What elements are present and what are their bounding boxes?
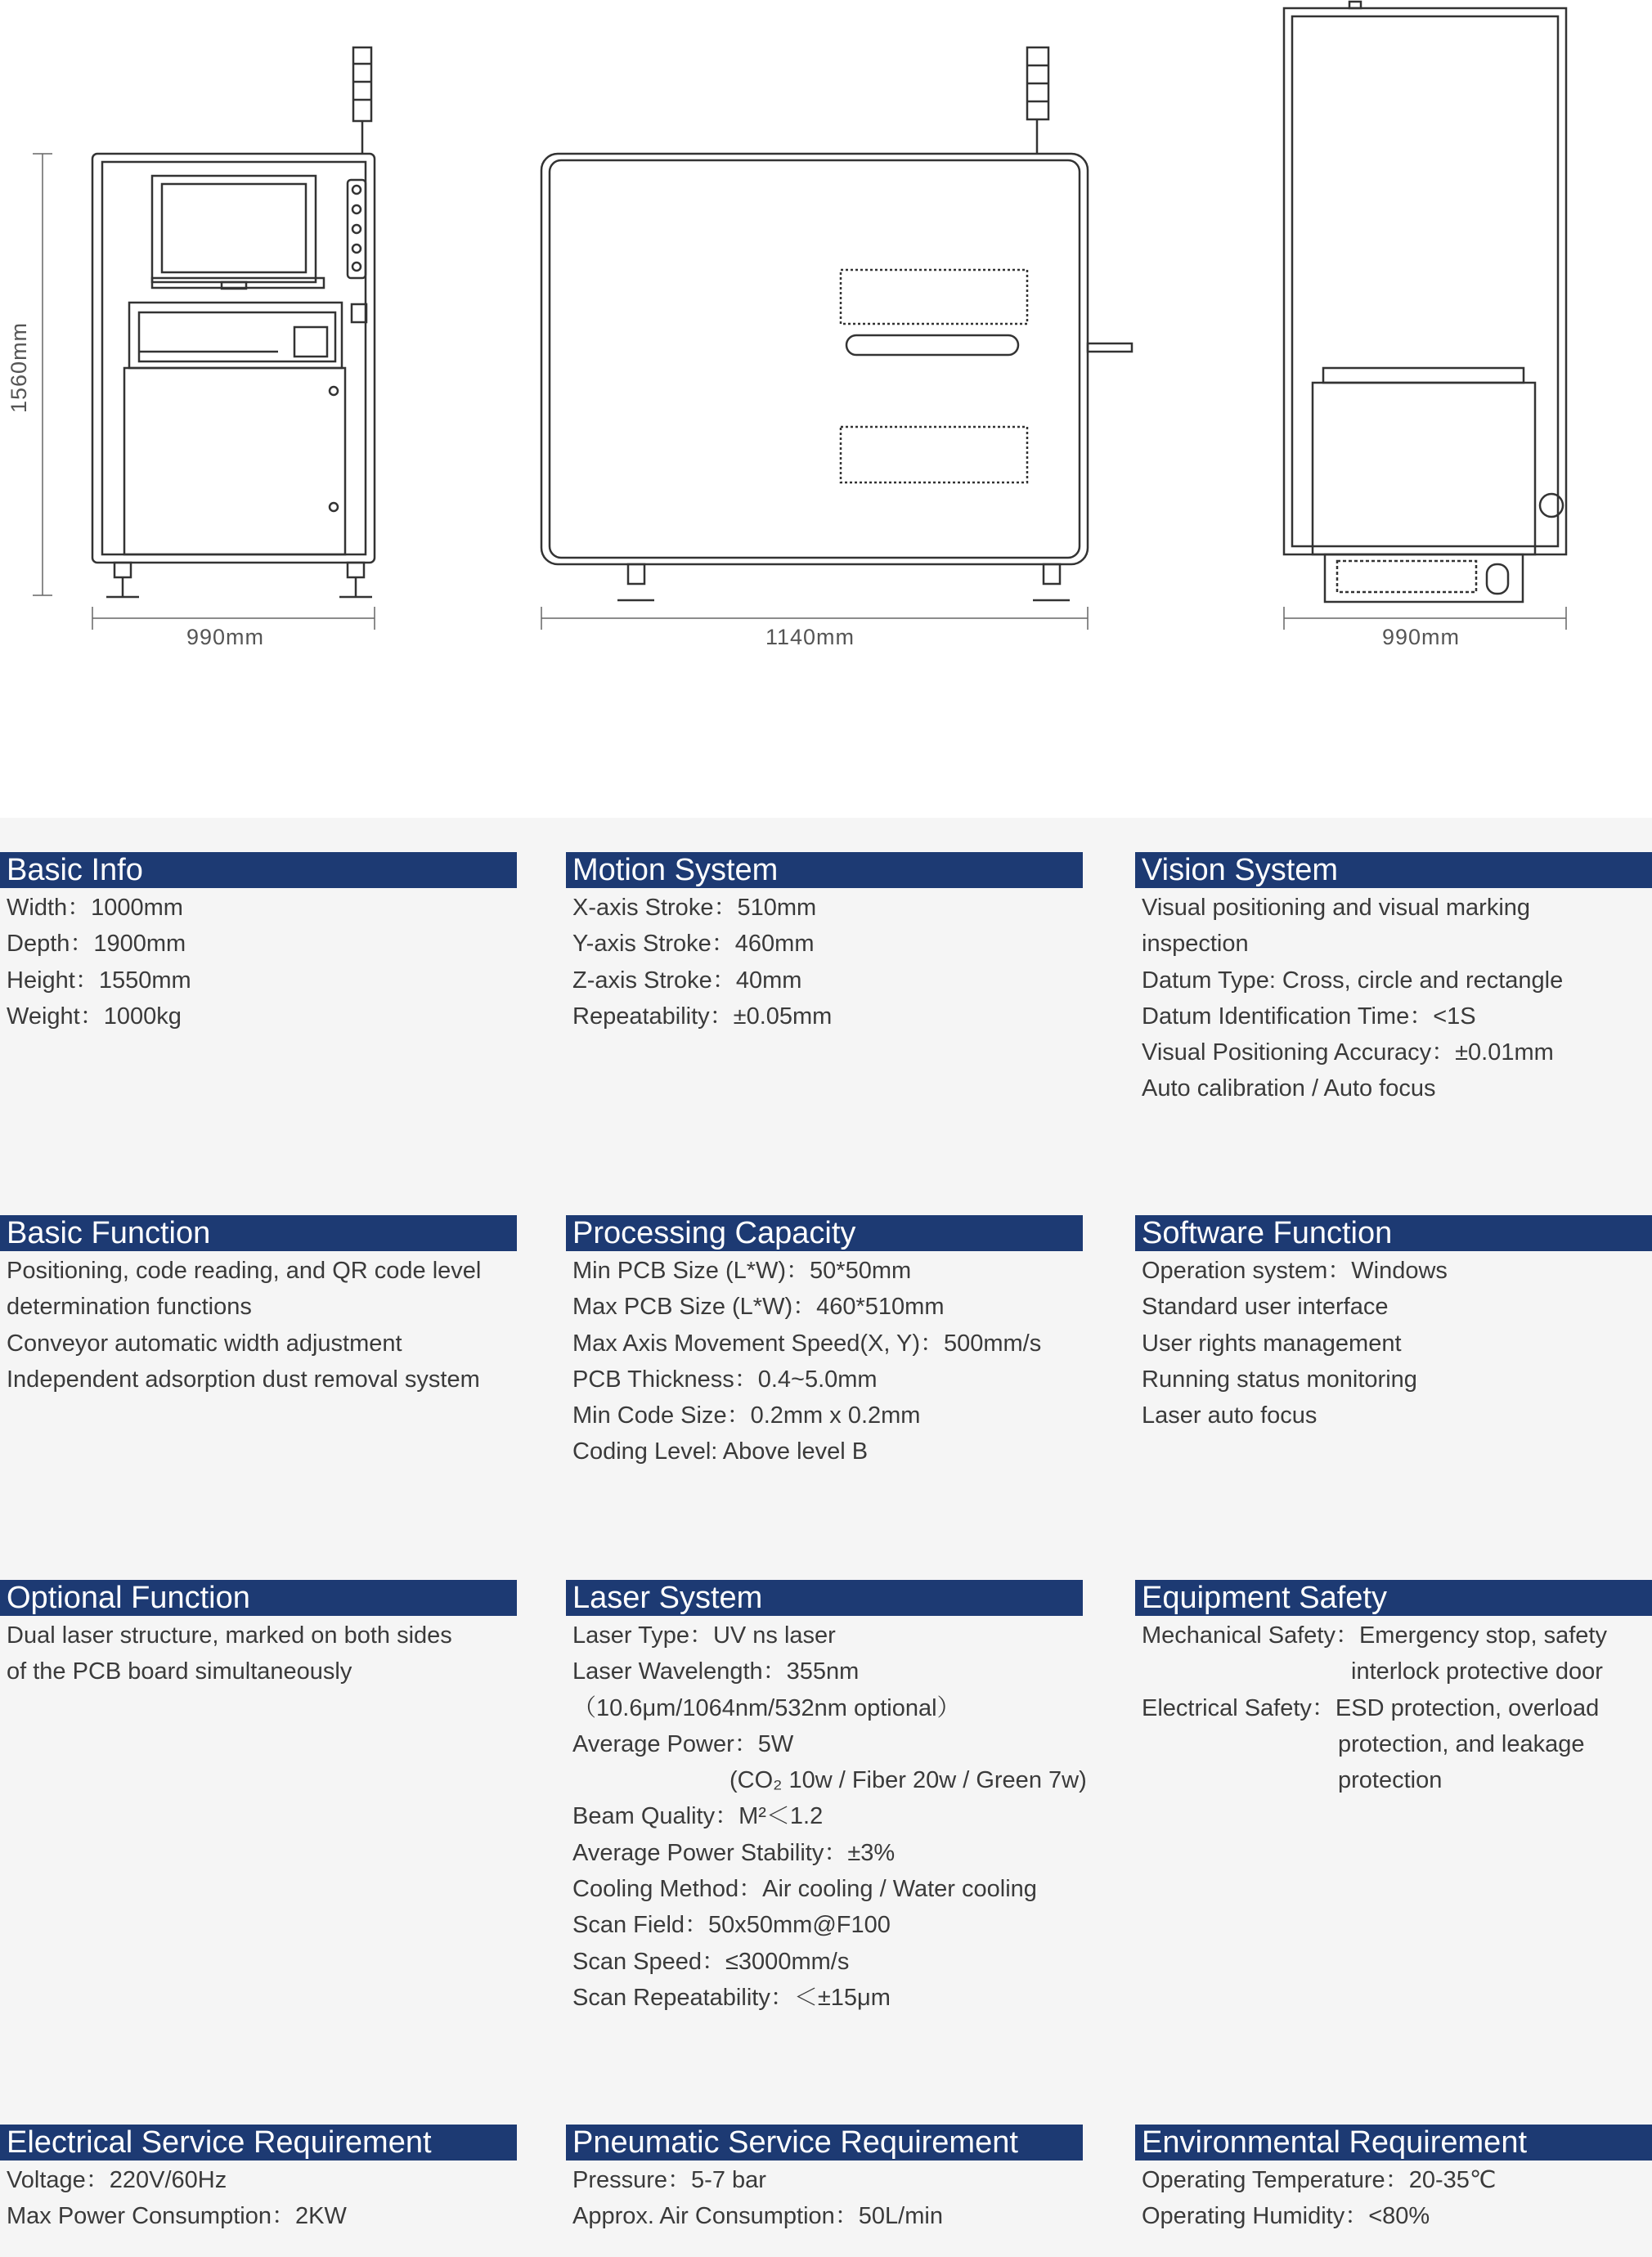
rear-width-dimension: 990mm <box>1382 625 1461 649</box>
spec-line: Max Power Consumption：2KW <box>7 2203 347 2230</box>
spec-line: Laser Wavelength：355nm <box>572 1658 860 1685</box>
spec-line: of the PCB board simultaneously <box>7 1658 352 1685</box>
section-optional-function <box>0 1580 517 1690</box>
spec-line: Visual Positioning Accuracy：±0.01mm <box>1142 1039 1554 1066</box>
spec-line: Laser Type：UV ns laser <box>572 1622 836 1649</box>
spec-line: Max PCB Size (L*W)：460*510mm <box>572 1294 945 1321</box>
spec-line: Y-axis Stroke：460mm <box>572 931 815 958</box>
spec-line: Positioning, code reading, and QR code level <box>7 1258 482 1284</box>
spec-line: （10.6μm/1064nm/532nm optional） <box>572 1694 961 1721</box>
machine-drawings <box>0 0 1652 818</box>
spec-line: Z-axis Stroke：40mm <box>572 967 802 994</box>
spec-line: Standard user interface <box>1142 1294 1389 1321</box>
spec-line: Operating Humidity：<80% <box>1142 2203 1430 2230</box>
section-title: Basic Function <box>0 1215 517 1251</box>
spec-line: Conveyor automatic width adjustment <box>7 1330 402 1357</box>
section-title: Processing Capacity <box>566 1215 1083 1251</box>
spec-line: Pressure：5-7 bar <box>572 2167 766 2193</box>
spec-line: Electrical Safety：ESD protection, overload <box>1142 1694 1600 1721</box>
section-pneumatic-service <box>566 2125 1083 2235</box>
spec-line: Min PCB Size (L*W)：50*50mm <box>572 1258 912 1284</box>
section-equipment-safety <box>1135 1580 1652 1798</box>
spec-line: Repeatability：±0.05mm <box>572 1003 833 1030</box>
spec-line: Coding Level: Above level B <box>572 1438 869 1465</box>
spec-line: Width：1000mm <box>7 895 183 921</box>
spec-line: Auto calibration / Auto focus <box>1142 1075 1436 1102</box>
spec-line: Scan Field：50x50mm@F100 <box>572 1912 891 1939</box>
spec-line: Visual positioning and visual marking <box>1142 895 1531 921</box>
section-title: Equipment Safety <box>1135 1580 1652 1616</box>
spec-line: inspection <box>1142 931 1249 958</box>
section-laser-system <box>566 1580 1087 2016</box>
spec-line: Running status monitoring <box>1142 1366 1417 1393</box>
front-height-dimension: 1560mm <box>7 321 31 413</box>
spec-line: determination functions <box>7 1294 252 1321</box>
section-software-function <box>1135 1215 1652 1434</box>
spec-line: Operation system：Windows <box>1142 1258 1448 1284</box>
spec-line: Depth：1900mm <box>7 931 186 958</box>
spec-line: protection, and leakage <box>1338 1730 1585 1757</box>
spec-line: Scan Repeatability：＜±15μm <box>572 1984 891 2011</box>
spec-line: Scan Speed：≤3000mm/s <box>572 1948 850 1975</box>
spec-line: X-axis Stroke：510mm <box>572 895 817 921</box>
spec-line: Cooling Method：Air cooling / Water cooling <box>572 1876 1037 1903</box>
spec-line: Average Power Stability：±3% <box>572 1839 896 1866</box>
spec-line: PCB Thickness：0.4~5.0mm <box>572 1366 878 1393</box>
section-title: Electrical Service Requirement <box>0 2125 517 2161</box>
section-processing-capacity <box>566 1215 1083 1470</box>
section-title: Vision System <box>1135 852 1652 888</box>
spec-line: protection <box>1338 1767 1443 1794</box>
section-title: Pneumatic Service Requirement <box>566 2125 1083 2161</box>
spec-line: Max Axis Movement Speed(X, Y)：500mm/s <box>572 1330 1042 1357</box>
specifications-area <box>0 818 1652 2257</box>
section-title: Environmental Requirement <box>1135 2125 1652 2161</box>
spec-line: interlock protective door <box>1351 1658 1603 1685</box>
machine-drawings-svg <box>0 0 1652 818</box>
spec-line: (CO₂ 10w / Fiber 20w / Green 7w) <box>729 1767 1087 1794</box>
side-width-dimension: 1140mm <box>765 625 855 649</box>
spec-line: Independent adsorption dust removal system <box>7 1366 480 1393</box>
section-basic-function <box>0 1215 517 1398</box>
spec-line: User rights management <box>1142 1330 1402 1357</box>
section-title: Motion System <box>566 852 1083 888</box>
spec-line: Average Power：5W <box>572 1730 794 1757</box>
section-title: Software Function <box>1135 1215 1652 1251</box>
section-title: Laser System <box>566 1580 1083 1616</box>
front-width-dimension: 990mm <box>186 625 265 649</box>
rear-view-drawing <box>1284 2 1566 602</box>
spec-line: Beam Quality：M²＜1.2 <box>572 1803 824 1830</box>
spec-line: Mechanical Safety：Emergency stop, safety <box>1142 1622 1607 1649</box>
spec-line: Datum Type: Cross, circle and rectangle <box>1142 967 1564 994</box>
section-title: Optional Function <box>0 1580 517 1616</box>
spec-line: Weight：1000kg <box>7 1003 182 1030</box>
section-electrical-service <box>0 2125 517 2235</box>
section-motion-system <box>566 852 1083 1034</box>
spec-line: Operating Temperature：20-35℃ <box>1142 2167 1497 2193</box>
section-vision-system <box>1135 852 1652 1107</box>
front-view-drawing <box>92 47 375 597</box>
section-basic-info <box>0 852 517 1034</box>
spec-line: Voltage：220V/60Hz <box>7 2167 227 2193</box>
spec-line: Datum Identification Time：<1S <box>1142 1003 1476 1030</box>
spec-line: Approx. Air Consumption：50L/min <box>572 2203 943 2230</box>
section-title: Basic Info <box>0 852 517 888</box>
section-environmental <box>1135 2125 1652 2235</box>
spec-line: Laser auto focus <box>1142 1402 1318 1429</box>
spec-line: Dual laser structure, marked on both sides <box>7 1622 452 1649</box>
spec-line: Min Code Size：0.2mm x 0.2mm <box>572 1402 921 1429</box>
spec-line: Height：1550mm <box>7 967 191 994</box>
side-view-drawing <box>541 47 1132 600</box>
